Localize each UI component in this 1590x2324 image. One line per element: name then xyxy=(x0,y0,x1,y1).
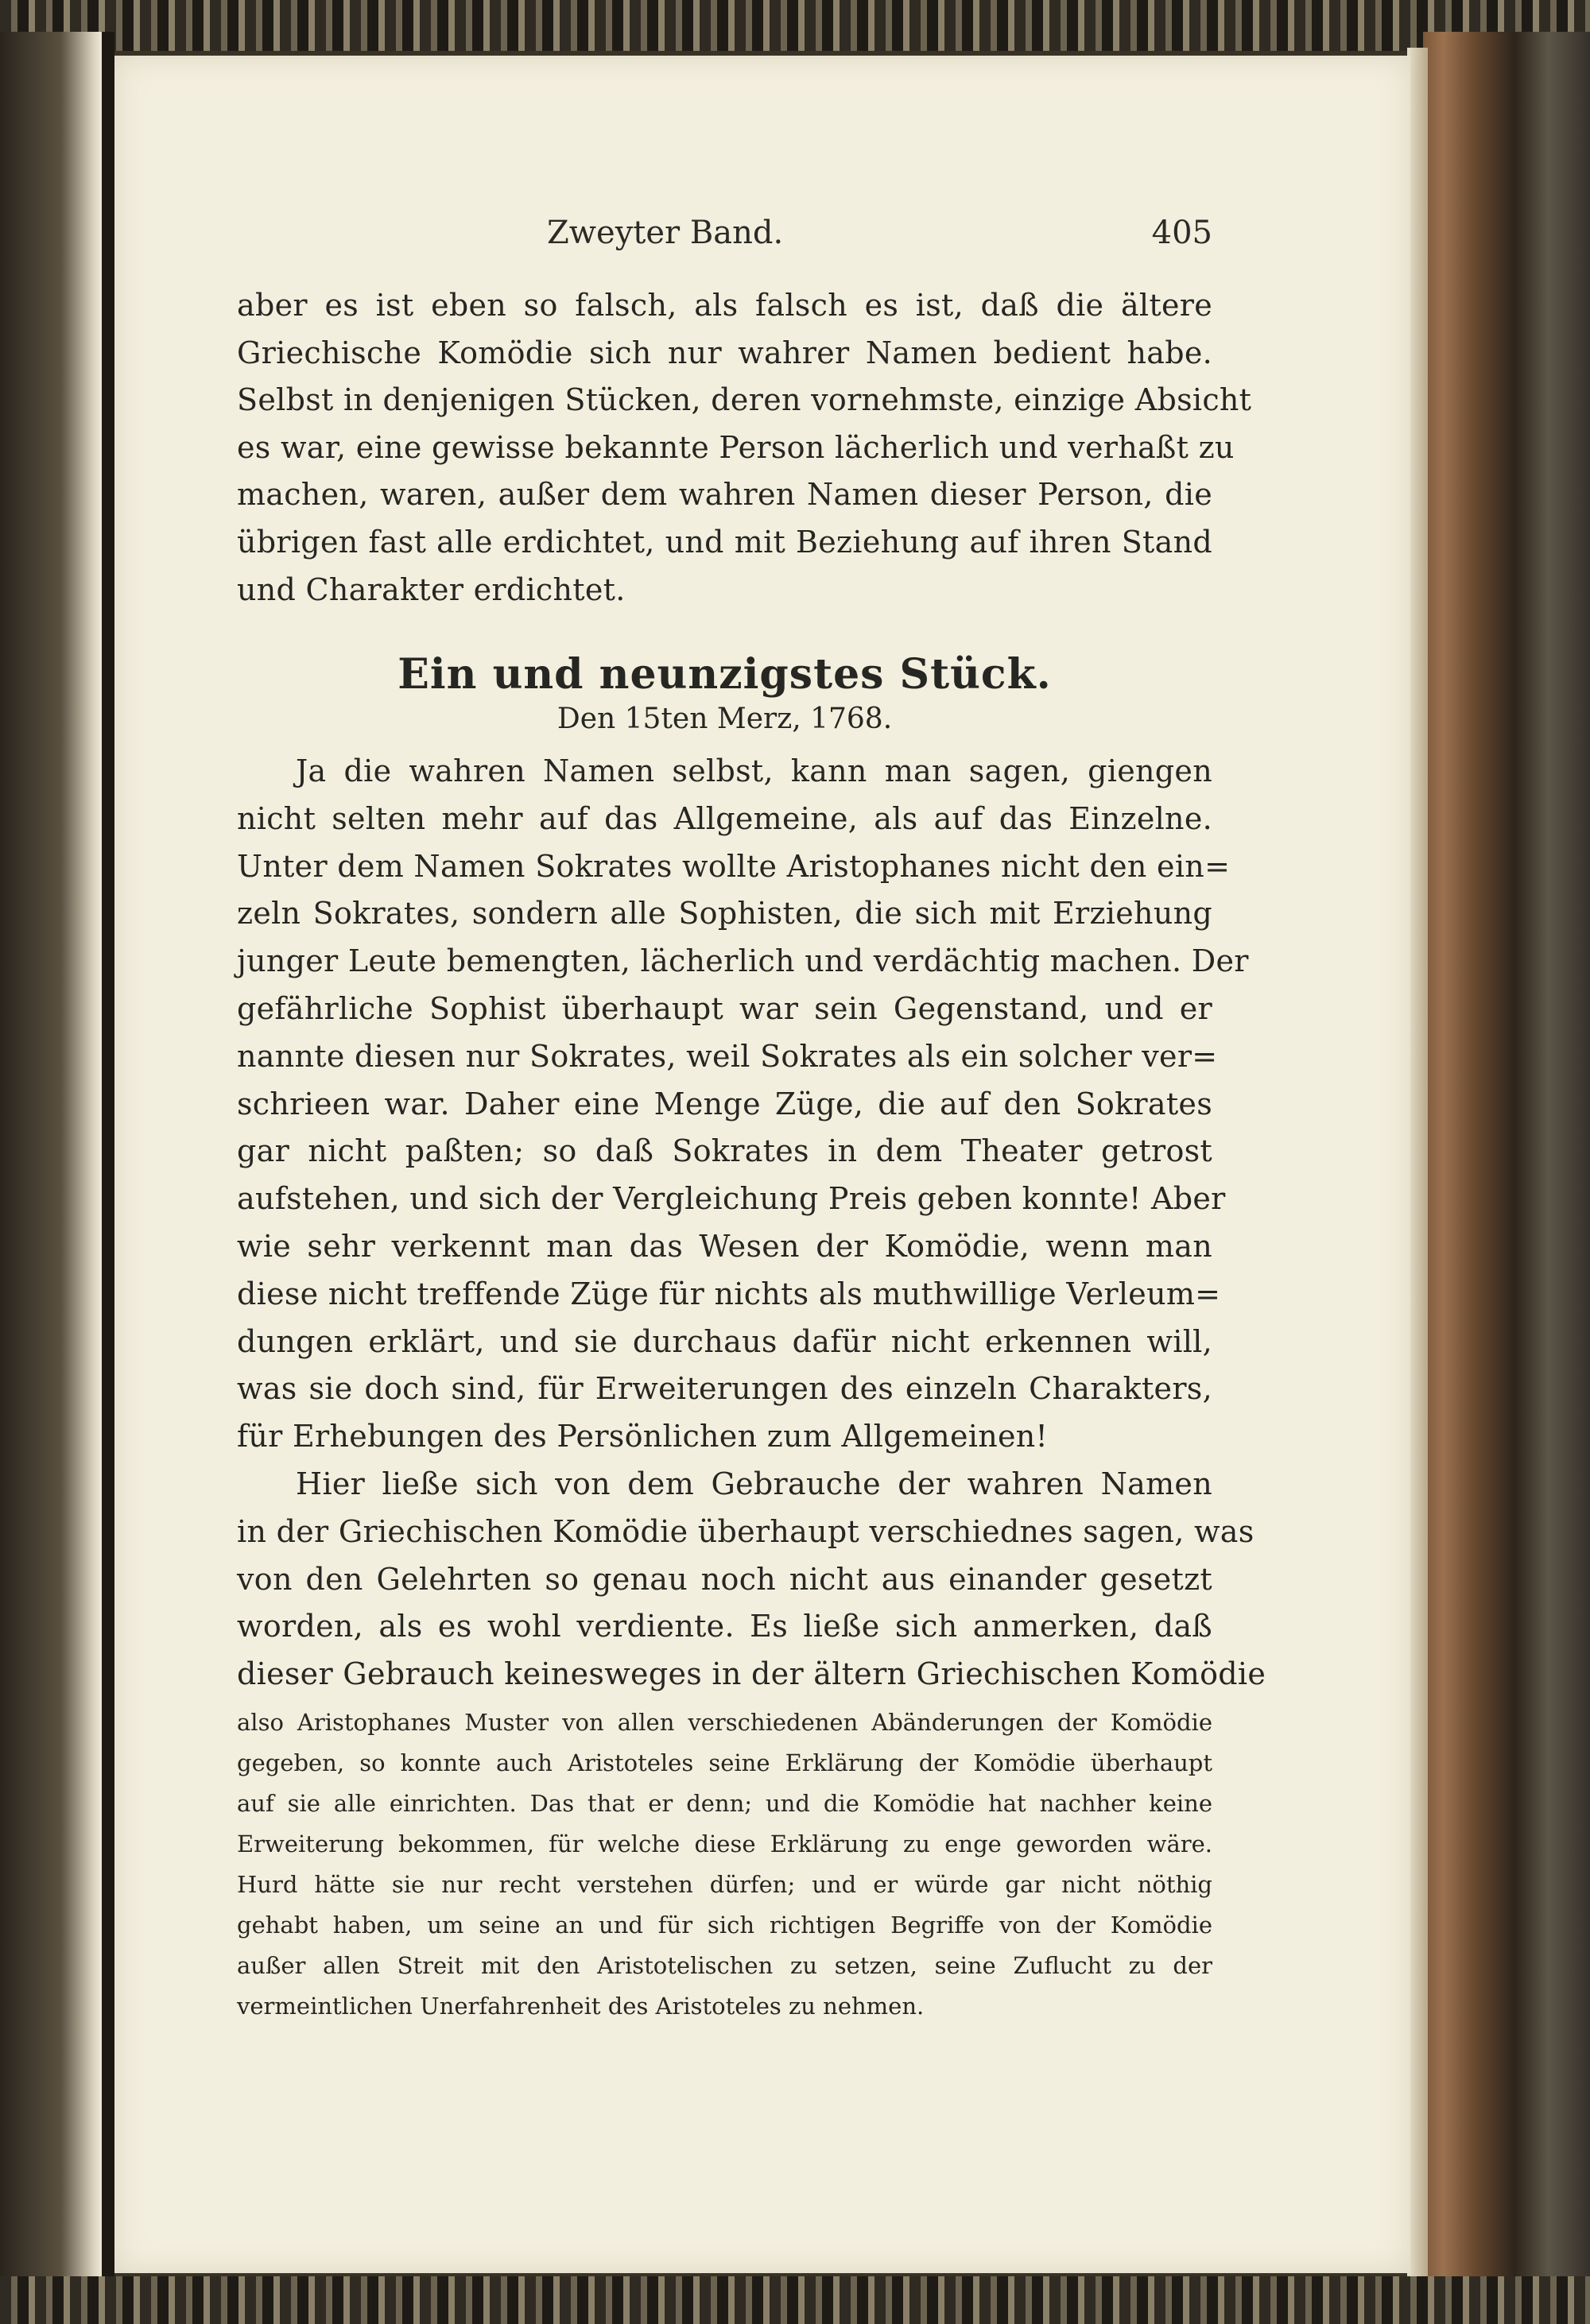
footnote-line: gehabt haben, um seine an und für sich richtigen Begriffe von der Komödie xyxy=(237,1911,1212,1939)
footnote-line: also Aristophanes Muster von allen verschiedenen Abänderungen der Komödie xyxy=(237,1709,1212,1736)
footnote-line: Erweiterung bekommen, für welche diese Erklärung zu enge geworden wäre. xyxy=(237,1830,1212,1857)
text-line: was sie doch sind, für Erweiterungen des einzeln Charakters, xyxy=(237,1371,1212,1407)
footnote-line: gegeben, so konnte auch Aristoteles seine Erklärung der Komödie überhaupt xyxy=(237,1749,1212,1776)
text-line: in der Griechischen Komödie überhaupt verschiednes sagen, was xyxy=(237,1513,1255,1549)
text-line: und Charakter erdichtet. xyxy=(237,571,626,607)
text-line: dungen erklärt, und sie durchaus dafür nicht erkennen will, xyxy=(237,1323,1212,1359)
text-line: diese nicht treffende Züge für nichts als muthwillige Verleum= xyxy=(237,1276,1221,1311)
book-gutter xyxy=(102,32,114,2297)
page-header xyxy=(237,215,1212,259)
chapter-date: Den 15ten Merz, 1768. xyxy=(556,703,893,735)
text-line: Selbst in denjenigen Stücken, deren vornehmste, einzige Absicht xyxy=(237,382,1252,418)
text-line: gar nicht paßten; so daß Sokrates in dem Theater getrost xyxy=(237,1133,1212,1169)
text-line: machen, waren, außer dem wahren Namen dieser Person, die xyxy=(237,477,1212,513)
text-line: Griechische Komödie sich nur wahrer Namen bedient habe. xyxy=(237,335,1212,370)
text-line: aber es ist eben so falsch, als falsch es ist, daß die ältere xyxy=(237,288,1212,323)
text-line: von den Gelehrten so genau noch nicht aus einander gesetzt xyxy=(237,1561,1212,1597)
text-line: Hier ließe sich von dem Gebrauche der wahren Namen xyxy=(296,1466,1212,1501)
text-line: übrigen fast alle erdichtet, und mit Beziehung auf ihren Stand xyxy=(237,525,1212,560)
running-title: Zweyter Band. xyxy=(547,215,784,251)
text-line: worden, als es wohl verdiente. Es ließe sich anmerken, daß xyxy=(237,1609,1212,1644)
footnote-line: auf sie alle einrichten. Das that er denn; und die Komödie hat nachher keine xyxy=(237,1790,1212,1817)
book-cover-right xyxy=(1423,32,1590,2297)
left-page-edge xyxy=(0,32,102,2297)
text-line: gefährliche Sophist überhaupt war sein Gegenstand, und er xyxy=(237,991,1212,1026)
footnote-line: vermeintlichen Unerfahrenheit des Aristoteles zu nehmen. xyxy=(237,1993,925,2020)
marbled-edge-top xyxy=(0,0,1590,51)
footnote-line: Hurd hätte sie nur recht verstehen dürfen; und er würde gar nicht nöthig xyxy=(237,1871,1212,1898)
text-line: zeln Sokrates, sondern alle Sophisten, die sich mit Erziehung xyxy=(237,896,1212,932)
chapter-title: Ein und neunzigstes Stück. xyxy=(398,650,1052,699)
text-line: Ja die wahren Namen selbst, kann man sagen, giengen xyxy=(296,753,1212,788)
marbled-edge-bottom xyxy=(0,2276,1590,2324)
text-line: für Erhebungen des Persönlichen zum Allgemeinen! xyxy=(237,1419,1049,1454)
text-line: nannte diesen nur Sokrates, weil Sokrates als ein solcher ver= xyxy=(237,1038,1218,1074)
text-line: junger Leute bemengten, lächerlich und verdächtig machen. Der xyxy=(237,943,1249,979)
page-number: 405 xyxy=(1151,215,1212,251)
text-line: es war, eine gewisse bekannte Person lächerlich und verhaßt zu xyxy=(237,429,1235,465)
text-line: aufstehen, und sich der Vergleichung Preis geben konnte! Aber xyxy=(237,1181,1226,1217)
footnote-line: außer allen Streit mit den Aristotelischen zu setzen, seine Zuflucht zu der xyxy=(237,1952,1212,1979)
text-line: nicht selten mehr auf das Allgemeine, als auf das Einzelne. xyxy=(237,800,1212,836)
text-line: wie sehr verkennt man das Wesen der Komödie, wenn man xyxy=(237,1229,1212,1264)
text-line: dieser Gebrauch keinesweges in der ältern Griechischen Komödie xyxy=(237,1656,1266,1692)
text-line: Unter dem Namen Sokrates wollte Aristophanes nicht den ein= xyxy=(237,848,1231,884)
text-line: schrieen war. Daher eine Menge Züge, die auf den Sokrates xyxy=(237,1086,1212,1121)
